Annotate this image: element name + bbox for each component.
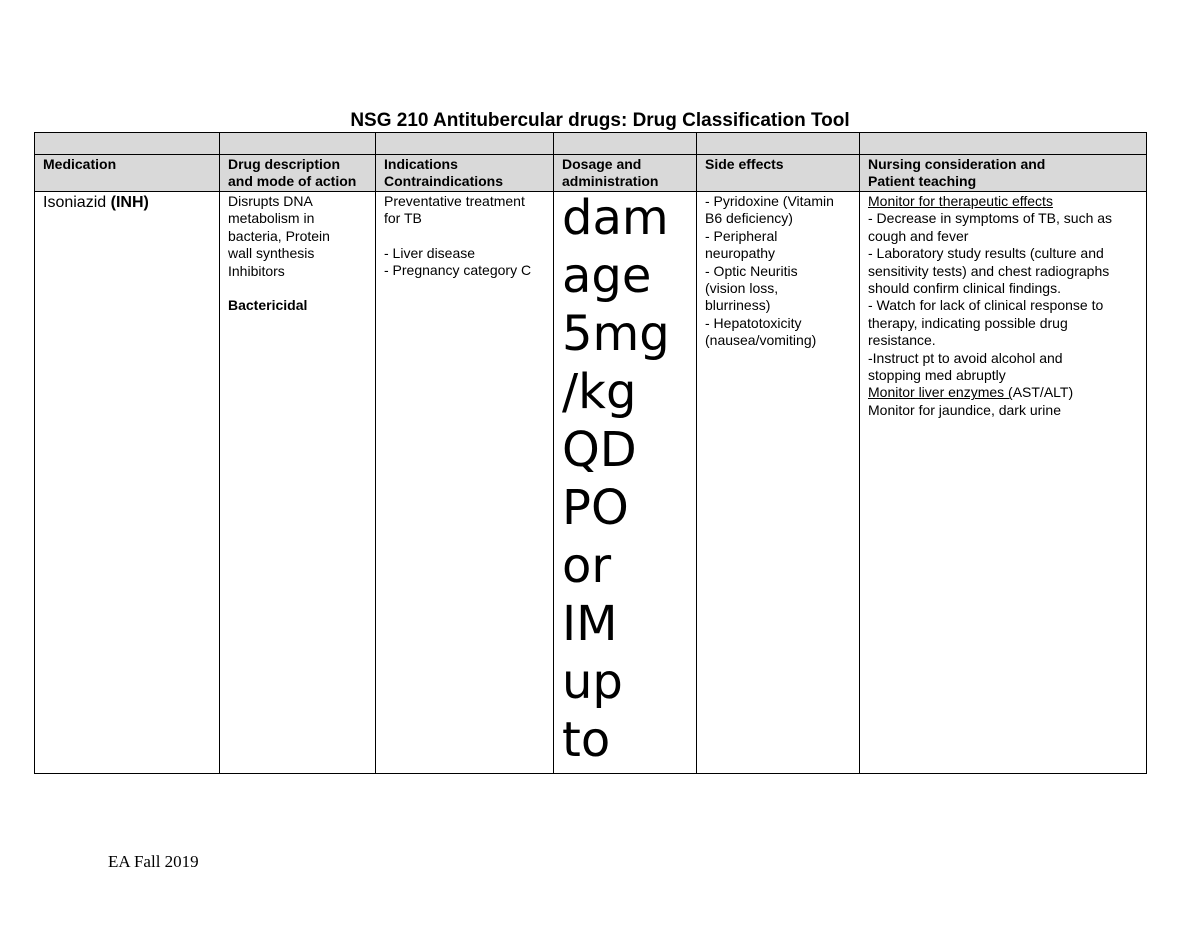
dosage-line: or — [562, 538, 612, 594]
dosage-line: /kg — [562, 364, 637, 420]
nursing-line: - Laboratory study results (culture and — [868, 245, 1104, 262]
side-effect-line: B6 deficiency) — [705, 210, 793, 227]
nursing-line: should confirm clinical findings. — [868, 280, 1061, 297]
table-header-row — [35, 155, 1147, 192]
indication-line: for TB — [384, 210, 422, 227]
header-indications: Indications Contraindications — [376, 155, 554, 192]
footer-note: EA Fall 2019 — [108, 852, 199, 871]
table-row — [35, 192, 1147, 774]
side-effect-line: neuropathy — [705, 245, 776, 262]
indication-line: Preventative treatment — [384, 193, 525, 209]
nursing-liver-line: Monitor liver enzymes (AST/ALT) — [868, 384, 1074, 401]
side-effect-line: (vision loss, — [705, 280, 779, 297]
description-line: Inhibitors — [228, 262, 285, 279]
description-line: Disrupts DNA — [228, 193, 313, 209]
side-effect-line: - Pyridoxine (Vitamin — [705, 193, 834, 209]
side-effect-line: (nausea/vomiting) — [705, 332, 817, 349]
nursing-line: sensitivity tests) and chest radiographs — [868, 262, 1110, 279]
header-dosage: Dosage and administration — [554, 155, 697, 192]
description-line: metabolism in — [228, 210, 315, 227]
nursing-line: cough and fever — [868, 227, 969, 244]
cell-dosage — [554, 192, 697, 774]
description-line: bacteria, Protein — [228, 227, 330, 244]
dosage-line: IM — [562, 596, 618, 652]
medication-abbr: (INH) — [110, 194, 149, 211]
side-effect-line: blurriness) — [705, 297, 771, 314]
header-side-effects: Side effects — [697, 155, 860, 192]
dosage-line: age — [562, 248, 652, 304]
nursing-line: - Watch for lack of clinical response to — [868, 297, 1104, 314]
nursing-line: stopping med abruptly — [868, 367, 1006, 384]
dosage-line: to — [562, 712, 611, 768]
cell-side-effects — [697, 192, 860, 774]
page-title: NSG 210 Antitubercular drugs: Drug Classification Tool — [350, 110, 850, 131]
side-effect-line: - Peripheral — [705, 227, 778, 244]
header-nursing: Nursing consideration and Patient teaching — [860, 155, 1147, 192]
nursing-line: - Decrease in symptoms of TB, such as — [868, 210, 1113, 227]
medication-name: Isoniazid — [43, 194, 107, 211]
dosage-line: PO — [562, 480, 629, 536]
contraindication-line: - Pregnancy category C — [384, 262, 532, 279]
cell-nursing — [860, 192, 1147, 774]
cell-drug-description — [220, 192, 376, 774]
nursing-line: therapy, indicating possible drug — [868, 314, 1068, 331]
nursing-line: resistance. — [868, 332, 936, 349]
header-medication: Medication — [35, 155, 220, 192]
dosage-line: QD — [562, 422, 637, 478]
drug-class: Bactericidal — [228, 297, 308, 314]
nursing-heading: Monitor for therapeutic effects — [868, 193, 1053, 209]
table-spacer-row — [35, 133, 1147, 155]
side-effect-line: - Hepatotoxicity — [705, 314, 802, 331]
dosage-line: dam — [562, 190, 669, 246]
side-effect-line: - Optic Neuritis — [705, 262, 798, 279]
dosage-line: 5mg — [562, 306, 670, 362]
header-drug-description: Drug description and mode of action — [220, 155, 376, 192]
contraindication-line: - Liver disease — [384, 244, 476, 261]
nursing-line: Monitor for jaundice, dark urine — [868, 401, 1061, 418]
cell-indications — [376, 192, 554, 774]
nursing-line: -Instruct pt to avoid alcohol and — [868, 349, 1063, 366]
description-line: wall synthesis — [228, 245, 315, 262]
drug-classification-table — [34, 132, 1147, 774]
dosage-line: up — [562, 654, 623, 710]
cell-medication — [35, 192, 220, 774]
